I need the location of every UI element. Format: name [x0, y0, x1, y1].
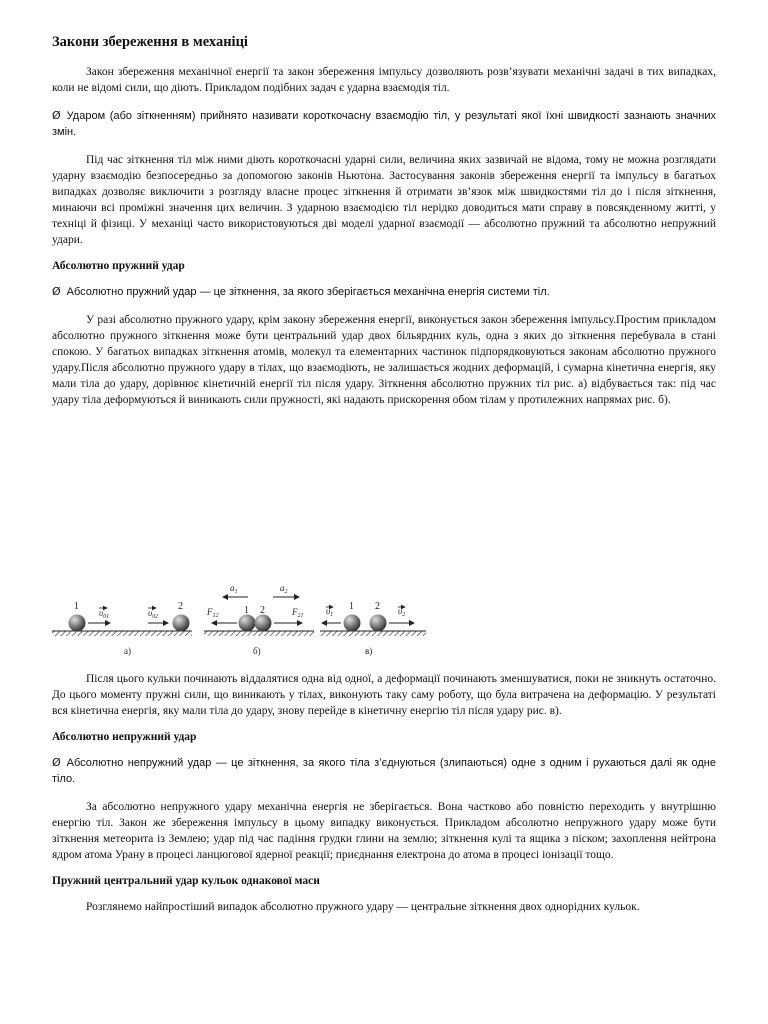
panel-a-label: а) [124, 646, 131, 656]
ball-2-label-a: 2 [178, 601, 183, 612]
paragraph-central-impact: Розглянемо найпростіший випадок абсолютно пружного удару — центральне зіткнення двох однорідних кульок. [86, 901, 640, 913]
label-F21: F [292, 607, 298, 617]
svg-text:υ1 [326, 606, 333, 618]
svg-text:υ2 [398, 606, 405, 618]
label-v2: υ [398, 606, 403, 616]
bullet-icon: Ø [52, 756, 61, 769]
label-a2: a [280, 583, 285, 593]
label-a1-sub: 1 [234, 589, 238, 595]
ball-2-label-b: 2 [260, 605, 265, 616]
ball-1-label-c: 1 [349, 601, 354, 612]
definition-elastic [52, 284, 716, 300]
paragraph-after-figure: Після цього кульки починають віддалятися одна від одної, а деформації починають зменшуватися, поки не зникнуть остаточно. До цього моменту пружні сили, що виникають у тілах, виконують таку саму роботу, що була витрачена на деформацію. У результаті вся кінетична енергія, яку мали тіла до удару, знову перейде в кінетичну енергію тіл після удару рис. в). [52, 673, 716, 717]
svg-text:F12 [206, 607, 219, 619]
label-F12-sub: 12 [212, 613, 219, 619]
panel-b-label: б) [253, 646, 261, 656]
label-v1-sub: 1 [330, 612, 334, 618]
definition-impact [52, 108, 716, 140]
definition-impact-text: Ударом (або зіткненням) прийнято називати короткочасну взаємодію тіл, у результаті якої їхні швидкості зазнають значних змін. [52, 110, 716, 138]
page-continuation [52, 671, 716, 927]
svg-text:a2 [280, 583, 288, 595]
panel-b [204, 583, 314, 656]
ground-a [52, 631, 192, 636]
document-title: Закони збереження в механіці [52, 34, 248, 50]
ball-1-a [69, 615, 86, 632]
svg-text:υ01 [99, 608, 109, 620]
svg-text:υ02 [148, 608, 158, 620]
panel-a [52, 601, 192, 656]
label-a1: a [230, 583, 235, 593]
definition-inelastic-text: Абсолютно непружний удар — це зіткнення, за якого тіла з’єднуються (злипаються) одне з одним і рухаються далі як одне тіло. [52, 757, 716, 785]
label-v02-sub: 02 [152, 614, 159, 620]
bullet-icon: Ø [52, 285, 61, 298]
ball-2-label-c: 2 [375, 601, 380, 612]
label-v01: υ [99, 608, 104, 618]
heading-elastic: Абсолютно пружний удар [52, 260, 185, 272]
bullet-icon: Ø [52, 109, 61, 122]
panel-c [320, 601, 426, 656]
ball-1-c [344, 615, 361, 632]
collision-figure [52, 582, 432, 662]
document-page [52, 34, 716, 420]
paragraph-elastic-collision: У разі абсолютно пружного удару, крім закону збереження енергії, виконується закон збереження імпульсу.Простим прикладом абсолютно пружного зіткнення може бути центральний удар двох більярдних куль, одна з яких до зіткнення перебувала в стані спокою. У багатьох випадках зіткнення атомів, молекул та елементарних частинок підпорядковуються законам абсолютно пружного удару.Після абсолютно пружного удару в тілах, що взаємодіють, не залишається жодних деформацій, і сумарна кінетична енергія, яку мали тіла до удару, дорівнює кінетичній енергії тіл після удару. Зіткнення абсолютно пружних тіл рис. а) відбувається так: під час удару тіла деформуються й виникають сили пружності, які надають прискорення обом тілам у протилежних напрямах рис. б). [52, 314, 716, 406]
heading-central-impact: Пружний центральний удар кульок однакової маси [52, 875, 320, 887]
ground-b [204, 631, 314, 636]
label-F21-sub: 21 [297, 613, 304, 619]
svg-text:F21 [291, 607, 304, 619]
paragraph-inelastic: За абсолютно непружного удару механічна енергія не зберігається. Вона частково або повністю переходить у внутрішню енергію тіл. Закон же збереження імпульсу в цьому випадку виконується. Прикладом абсолютно непружного удару може бути зіткнення метеорита із Землею; удар під час падіння грудки глини на землю; зіткнення кулі та ящика з піском; захоплення нейтрона ядром атома Урану в процесі ланцюгової ядерної реакції; приєднання електрона до атома в процесі іонізації тощо. [52, 801, 716, 861]
ball-2-b [255, 615, 272, 632]
heading-inelastic: Абсолютно непружний удар [52, 731, 197, 743]
label-v02: υ [148, 608, 153, 618]
label-a2-sub: 2 [284, 589, 288, 595]
intro-paragraph: Закон збереження механічної енергії та закон збереження імпульсу дозволяють розв’язувати механічні задачі в тих випадках, коли не відомі сили, що діють. Прикладом подібних задач є ударна взаємодія тіл. [52, 66, 716, 94]
label-F12: F [207, 607, 213, 617]
paragraph-collision-forces: Під час зіткнення тіл між ними діють короткочасні ударні сили, величина яких зазвичай не відома, тому не можна розглядати ударну взаємодію безпосередньо за допомогою законів Ньютона. Застосування законів збереження енергії та імпульсу в багатьох випадках дозволяє виключити з розгляду власне процес зіткнення й отримати зв’язок між швидкостями тіл до і після зіткнення, минаючи всі проміжні значення цих величин. З ударною взаємодією тіл нерідко доводиться мати справу в повсякденному житті, у техніці й фізиці. У механіці часто використовуються дві моделі ударної взаємодії — абсолютно пружний та абсолютно непружний удари. [52, 154, 716, 246]
ground-c [320, 631, 426, 636]
ball-2-a [173, 615, 190, 632]
definition-inelastic [52, 755, 716, 787]
label-v1: υ [326, 606, 331, 616]
definition-elastic-text: Абсолютно пружний удар — це зіткнення, за якого зберігається механічна енергія системи тіл. [66, 286, 550, 298]
panel-c-label: в) [365, 646, 373, 656]
ball-1-b [239, 615, 256, 632]
ball-1-label-a: 1 [74, 601, 79, 612]
svg-text:a1 [230, 583, 238, 595]
label-v01-sub: 01 [103, 614, 110, 620]
ball-1-label-b: 1 [244, 605, 249, 616]
label-v2-sub: 2 [402, 612, 406, 618]
ball-2-c [370, 615, 387, 632]
